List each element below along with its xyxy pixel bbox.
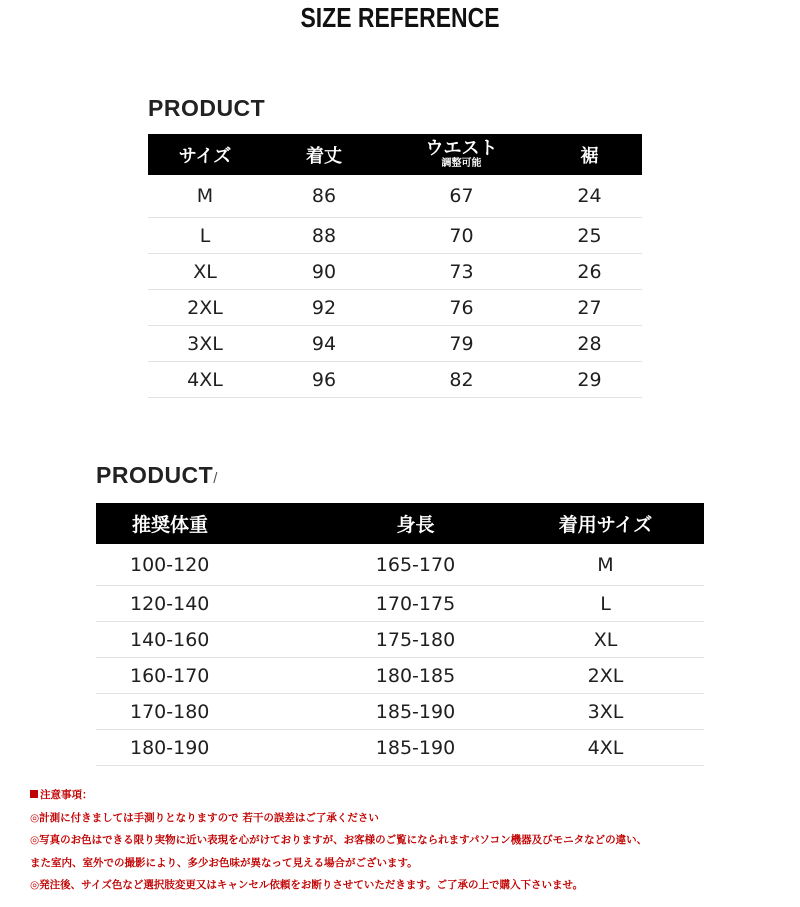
cell-waist: 76 xyxy=(386,290,537,326)
table-row xyxy=(148,326,642,362)
cell-hem: 25 xyxy=(537,218,642,254)
section2-label xyxy=(96,462,218,489)
cell-weight: 140-160 xyxy=(96,622,324,658)
cell-waist: 79 xyxy=(386,326,537,362)
cell-waist: 70 xyxy=(386,218,537,254)
table-row xyxy=(148,218,642,254)
note-line: ◎計測に付きましては手測りとなりますので 若干の誤差はご了承ください xyxy=(30,811,379,824)
table-row xyxy=(96,694,704,730)
cell-height: 170-175 xyxy=(324,586,507,622)
recommendation-table-header-row xyxy=(96,503,704,544)
cell-wear-size: L xyxy=(507,586,704,622)
cell-wear-size: M xyxy=(507,544,704,586)
cell-wear-size: 4XL xyxy=(507,730,704,766)
cell-length: 88 xyxy=(262,218,386,254)
header-wear-size: 着用サイズ xyxy=(507,503,704,544)
cell-wear-size: XL xyxy=(507,622,704,658)
table-row xyxy=(96,544,704,586)
cell-hem: 29 xyxy=(537,362,642,398)
header-height: 身長 xyxy=(324,503,507,544)
section2-label-text: PRODUCT xyxy=(96,462,214,488)
header-weight: 推奨体重 xyxy=(96,503,324,544)
cell-length: 92 xyxy=(262,290,386,326)
cell-size: XL xyxy=(148,254,262,290)
cell-waist: 73 xyxy=(386,254,537,290)
notes-heading-text: 注意事項： xyxy=(40,789,93,801)
cell-height: 165-170 xyxy=(324,544,507,586)
cell-hem: 24 xyxy=(537,175,642,218)
size-table-header-row xyxy=(148,134,642,175)
header-waist xyxy=(386,134,537,175)
header-size: サイズ xyxy=(148,134,262,175)
cell-length: 90 xyxy=(262,254,386,290)
cell-height: 180-185 xyxy=(324,658,507,694)
header-waist-sub: 調整可能 xyxy=(441,158,482,169)
cell-weight: 120-140 xyxy=(96,586,324,622)
cell-weight: 160-170 xyxy=(96,658,324,694)
cell-size: 3XL xyxy=(148,326,262,362)
cell-size: M xyxy=(148,175,262,218)
section1-label: PRODUCT xyxy=(148,95,266,121)
note-line: また室内、室外での撮影により、多少お色味が異なって見える場合がございます。 xyxy=(30,856,418,869)
table-row xyxy=(96,586,704,622)
notes-heading xyxy=(30,784,795,807)
section2-label-suffix: / xyxy=(213,470,218,487)
cell-hem: 26 xyxy=(537,254,642,290)
table-row xyxy=(148,362,642,398)
cell-weight: 170-180 xyxy=(96,694,324,730)
recommendation-table xyxy=(96,503,704,766)
header-hem: 裾 xyxy=(537,134,642,175)
cell-wear-size: 2XL xyxy=(507,658,704,694)
cell-height: 185-190 xyxy=(324,694,507,730)
notes xyxy=(30,784,795,897)
cell-size: 4XL xyxy=(148,362,262,398)
cell-weight: 100-120 xyxy=(96,544,324,586)
note-line: ◎発注後、サイズ色など選択肢変更又はキャンセル依頼をお断りさせていただきます。ご了承の上で購入下さいませ。 xyxy=(30,879,584,892)
cell-hem: 27 xyxy=(537,290,642,326)
table-row xyxy=(148,175,642,218)
cell-size: L xyxy=(148,218,262,254)
cell-waist: 67 xyxy=(386,175,537,218)
page-title: SIZE REFERENCE xyxy=(300,2,500,33)
cell-length: 94 xyxy=(262,326,386,362)
note-line: ◎写真のお色はできる限り実物に近い表現を心がけておりますが、お客様のご覧になられますパソコン機器及びモニタなどの違い、 xyxy=(30,834,648,847)
table-row xyxy=(96,730,704,766)
table-row xyxy=(96,622,704,658)
header-waist-label: ウエスト xyxy=(425,138,498,159)
cell-size: 2XL xyxy=(148,290,262,326)
table-row xyxy=(148,254,642,290)
table-row xyxy=(96,658,704,694)
cell-height: 175-180 xyxy=(324,622,507,658)
size-table xyxy=(148,134,642,398)
square-bullet-icon xyxy=(30,790,38,798)
cell-height: 185-190 xyxy=(324,730,507,766)
cell-length: 86 xyxy=(262,175,386,218)
header-length: 着丈 xyxy=(262,134,386,175)
cell-hem: 28 xyxy=(537,326,642,362)
cell-wear-size: 3XL xyxy=(507,694,704,730)
table-row xyxy=(148,290,642,326)
cell-weight: 180-190 xyxy=(96,730,324,766)
cell-waist: 82 xyxy=(386,362,537,398)
cell-length: 96 xyxy=(262,362,386,398)
